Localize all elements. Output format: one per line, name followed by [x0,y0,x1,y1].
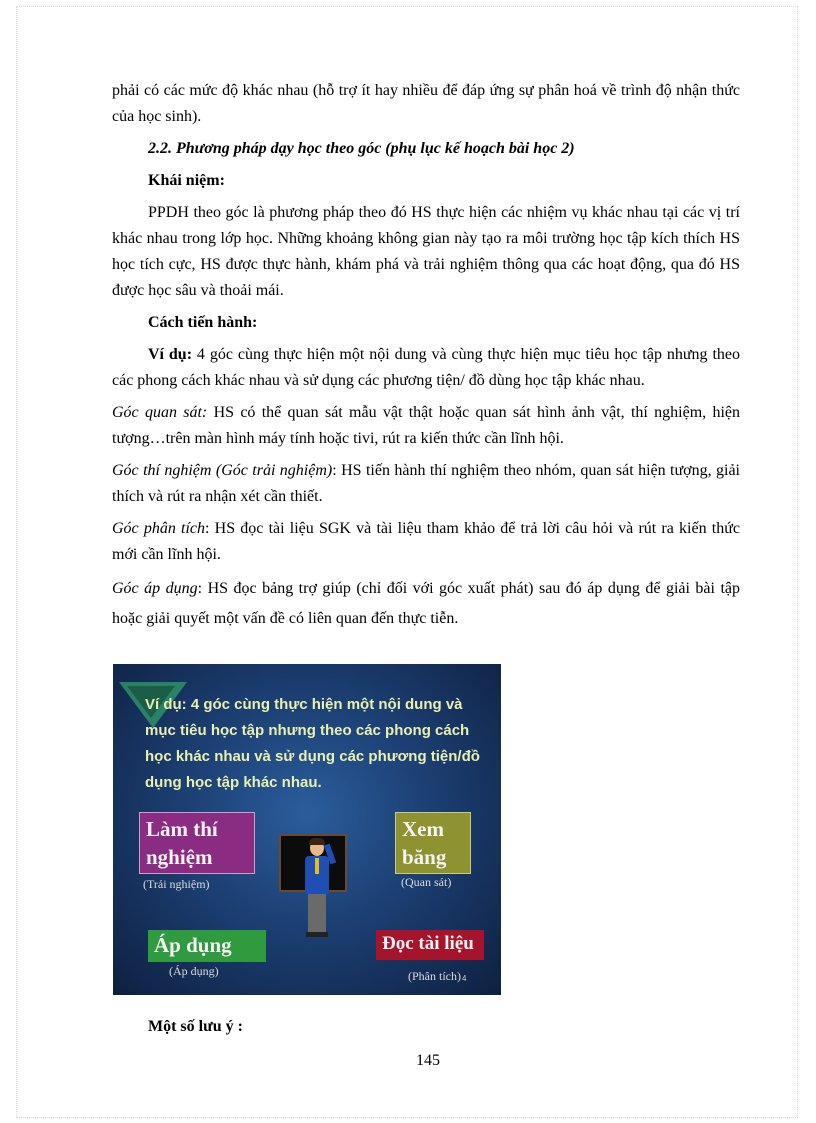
slide-sub-ap-dung: (Áp dụng) [169,964,219,978]
slide-text: Ví dụ: 4 góc cùng thực hiện một nội dung và mục tiêu học tập nhưng theo các phong cách học khác nhau và sử dụng các phương tiện/đồ dụng học tập khác nhau. [145,696,480,791]
corner-name: Góc áp dụng [112,580,198,597]
corner-desc: : HS đọc bảng trợ giúp (chỉ đối với góc xuất phát) sau đó áp dụng để giải bài tập hoặc giải quyết một vấn đề có liên quan đến thực tiễn. [112,580,741,627]
teacher-hair [309,838,325,845]
khai-niem-heading: Khái niệm: [148,172,225,189]
corner-name: Góc thí nghiệm (Góc trải nghiệm) [112,462,333,479]
teacher-shoes [306,932,328,937]
page-number: 145 [416,1052,440,1069]
slide-sub-phan-tich: (Phân tích) [408,969,461,983]
corner-quan-sat [112,400,740,452]
corner-desc: : HS đọc tài liệu SGK và tài liệu tham khảo để trả lời câu hỏi và rút ra kiến thức mới cần lĩnh hội. [112,520,740,563]
slide-box-xem-bang: Xem băng [395,812,471,874]
corner-thi-nghiem [112,458,740,510]
section-title: 2.2. Phương pháp dạy học theo góc (phụ lục kế hoạch bài học 2) [148,140,575,157]
slide-box-ap-dung: Áp dụng [148,930,266,962]
example-text: 4 góc cùng thực hiện một nội dung và cùng thực hiện mục tiêu học tập nhưng theo các phong cách khác nhau và sử dụng các phương tiện/ đồ dùng học tập khác nhau. [112,346,740,389]
slide-sub-trai-nghiem: (Trải nghiệm) [143,877,210,891]
example-label: Ví dụ: [148,346,193,363]
example-paragraph [112,342,740,394]
slide-box-doc-tai-lieu: Đọc tài liệu [376,930,484,960]
intro-paragraph: phải có các mức độ khác nhau (hỗ trợ ít hay nhiều để đáp ứng sự phân hoá về trình độ nhận thức của học sinh). [112,82,740,125]
corner-desc: HS có thể quan sát mẫu vật thật hoặc quan sát hình ảnh vật, thí nghiệm, hiện tượng…trên màn hình máy tính hoặc tivi, rút ra kiến thức cần lĩnh hội. [112,404,741,447]
slide-sub-quan-sat: (Quan sát) [401,875,452,889]
corner-desc: : HS tiến hành thí nghiệm theo nhóm, quan sát hiện tượng, giải thích và rút ra nhận xét cần thiết. [112,462,741,505]
example-slide-image [113,664,501,995]
corner-name: Góc phân tích [112,520,206,537]
document-body [112,78,740,640]
corner-ap-dung [112,574,740,634]
cach-tien-hanh-heading: Cách tiến hành: [148,314,258,331]
teacher-legs [308,894,326,934]
khai-niem-paragraph: PPDH theo góc là phương pháp theo đó HS thực hiện các nhiệm vụ khác nhau tại các vị trí khác nhau trong lớp học. Những khoảng không gian này tạo ra môi trường học tập kích thích HS học tích cực, HS được thực hành, khám phá và trải nghiệm thông qua các hoạt động, qua đó HS được học sâu và thoải mái. [112,204,740,299]
teacher-tie [315,858,319,874]
corner-phan-tich [112,516,740,568]
slide-number: 4 [462,974,467,983]
slide-box-lam-thi-nghiem: Làm thí nghiệm [139,812,255,874]
corner-name: Góc quan sát: [112,404,208,421]
luu-y-heading: Một số lưu ý : [148,1018,243,1035]
